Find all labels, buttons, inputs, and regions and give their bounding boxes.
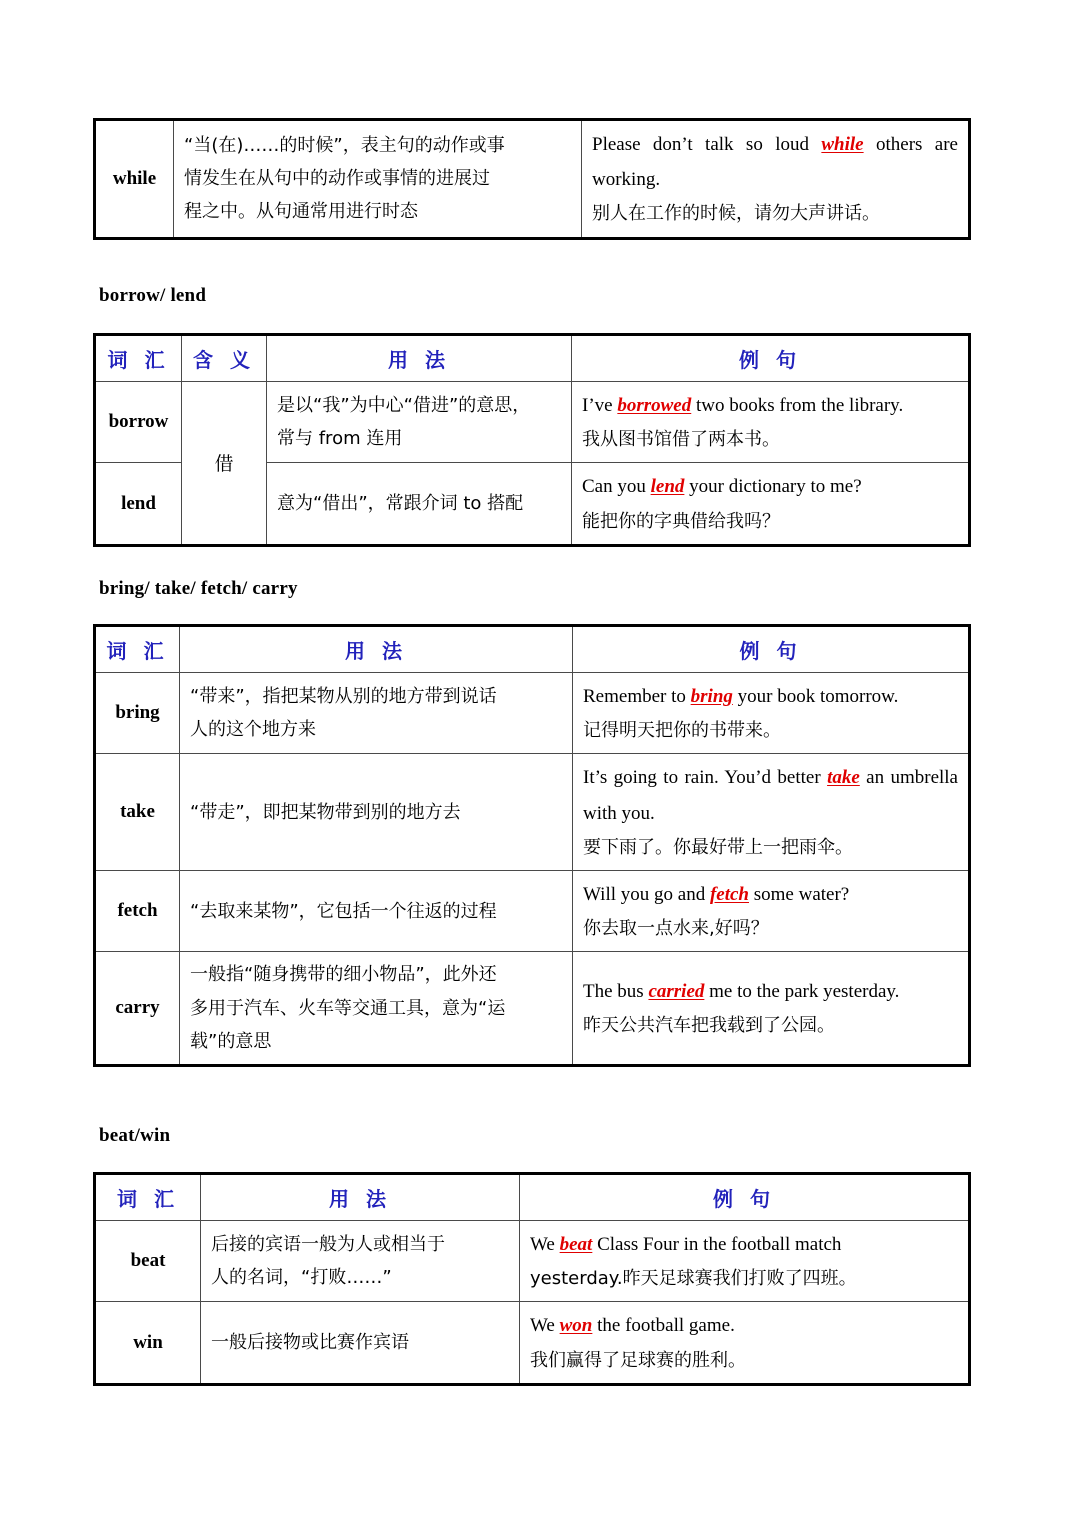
cell-example-fetch — [573, 871, 970, 952]
table-while — [93, 118, 971, 240]
header-vocab: 词 汇 — [95, 626, 180, 673]
table-row — [95, 1302, 970, 1384]
header-meaning: 含 义 — [182, 335, 267, 382]
table-row — [95, 871, 970, 952]
example-en-post: two books from the library. — [691, 395, 904, 416]
example-en-pre: Can you — [582, 476, 651, 498]
usage-line: 一般指“随身携带的细小物品”，此外还 — [190, 964, 497, 986]
heading-bring-take-fetch-carry: bring/ take/ fetch/ carry — [99, 578, 298, 599]
header-example: 例 句 — [573, 626, 970, 673]
header-vocab: 词 汇 — [95, 335, 182, 382]
table-row — [95, 120, 970, 239]
example-keyword: borrowed — [617, 395, 692, 416]
usage-line: 一般后接物或比赛作宾语 — [211, 1332, 409, 1353]
example-en — [592, 127, 958, 197]
example-keyword: while — [821, 134, 864, 155]
cell-usage-win — [201, 1302, 520, 1384]
example-cn: 我从图书馆借了两本书。 — [582, 429, 780, 451]
example-cn: 要下雨了。你最好带上一把雨伞。 — [583, 836, 853, 858]
example-keyword: fetch — [709, 884, 749, 906]
cell-meaning-merged: 借 — [182, 382, 267, 546]
cell-example-borrow — [572, 382, 970, 463]
usage-line: 是以“我”为中心“借进”的意思， — [277, 394, 531, 416]
cell-usage-carry — [180, 952, 573, 1066]
example-en-post: the football game. — [592, 1315, 735, 1337]
example-keyword: lend — [650, 476, 685, 498]
header-usage: 用 法 — [180, 626, 573, 673]
example-en — [582, 388, 958, 423]
header-vocab: 词 汇 — [95, 1174, 201, 1221]
example-en-pre: We — [530, 1315, 560, 1337]
example-keyword: carried — [648, 981, 705, 1003]
usage-line: “带走”，即把某物带到别的地方去 — [190, 801, 461, 823]
cell-example-beat — [520, 1221, 970, 1302]
table-bring-take-fetch-carry — [93, 624, 971, 1067]
example-en — [530, 1308, 958, 1343]
example-cn: 你去取一点水来,好吗？ — [583, 918, 769, 940]
example-cn: 别人在工作的时候，请勿大声讲话。 — [592, 203, 880, 225]
example-cn: 昨天公共汽车把我载到了公园。 — [583, 1015, 835, 1037]
header-usage: 用 法 — [267, 335, 572, 382]
cell-word-bring: bring — [95, 673, 180, 754]
example-en — [583, 760, 958, 830]
cell-usage-bring — [180, 673, 573, 754]
cell-example-carry — [573, 952, 970, 1066]
usage-line: 人的这个地方来 — [190, 719, 316, 741]
cell-usage-borrow — [267, 382, 572, 463]
cell-usage-fetch — [180, 871, 573, 952]
usage-line: “当(在)……的时候”，表主句的动作或事 — [184, 134, 505, 156]
cell-usage-lend — [267, 463, 572, 545]
table-row — [95, 952, 970, 1066]
table-row — [95, 754, 970, 871]
example-en-pre: I’ve — [582, 395, 618, 416]
cell-example-bring — [573, 673, 970, 754]
heading-beat-win: beat/win — [99, 1125, 171, 1146]
header-example: 例 句 — [572, 335, 970, 382]
cell-word-lend: lend — [95, 463, 182, 545]
cell-word-borrow: borrow — [95, 382, 182, 463]
example-en-post: some water? — [749, 884, 850, 906]
example-cn: 我们赢得了足球赛的胜利。 — [530, 1349, 746, 1371]
example-cn: 能把你的字典借给我吗？ — [582, 510, 780, 532]
cell-usage-take — [180, 754, 573, 871]
table-row — [95, 382, 970, 463]
usage-line: 后接的宾语一般为人或相当于 — [211, 1233, 445, 1255]
example-en — [583, 679, 958, 714]
table-header-row — [95, 335, 970, 382]
table-header-row — [95, 626, 970, 673]
cell-word-win: win — [95, 1302, 201, 1384]
example-en — [582, 469, 958, 504]
example-keyword: won — [559, 1315, 593, 1337]
table-beat-win — [93, 1172, 971, 1386]
example-en — [583, 974, 958, 1009]
cell-word-fetch: fetch — [95, 871, 180, 952]
table-borrow-lend — [93, 333, 971, 547]
cell-example-while — [582, 120, 970, 239]
example-keyword: beat — [559, 1234, 593, 1255]
cell-usage-beat — [201, 1221, 520, 1302]
example-en-pre: Will you go and — [583, 884, 710, 906]
usage-line: 人的名词，“打败……” — [211, 1267, 392, 1289]
example-keyword: bring — [690, 686, 733, 707]
example-en — [530, 1227, 958, 1262]
header-usage: 用 法 — [201, 1174, 520, 1221]
table-header-row — [95, 1174, 970, 1221]
usage-line: 程之中。从句通常用进行时态 — [184, 201, 418, 223]
example-cn: 记得明天把你的书带来。 — [583, 720, 781, 742]
example-cn: yesterday.昨天足球赛我们打败了四班。 — [530, 1268, 857, 1290]
header-example: 例 句 — [520, 1174, 970, 1221]
usage-line: 载”的意思 — [190, 1031, 272, 1053]
example-en-pre: The bus — [583, 981, 649, 1003]
example-en-post: your dictionary to me? — [684, 476, 862, 498]
cell-example-lend — [572, 463, 970, 545]
usage-line: 多用于汽车、火车等交通工具，意为“运 — [190, 997, 506, 1019]
example-en-pre: We — [530, 1234, 560, 1255]
cell-word-take: take — [95, 754, 180, 871]
cell-word-while: while — [95, 120, 174, 239]
example-keyword: take — [827, 767, 860, 789]
example-en-pre: Please don’t talk so loud — [592, 134, 822, 155]
heading-borrow-lend: borrow/ lend — [99, 285, 207, 306]
example-en — [583, 877, 958, 912]
usage-line: 意为“借出”，常跟介词 to 搭配 — [277, 493, 524, 514]
usage-line: “去取来某物”，它包括一个往返的过程 — [190, 900, 497, 922]
table-row — [95, 673, 970, 754]
example-en-post: me to the park yesterday. — [704, 981, 900, 1003]
example-en-post: an umbrella with you. — [583, 767, 958, 824]
example-en-post: your book tomorrow. — [732, 686, 899, 707]
example-en-pre: Remember to — [583, 686, 691, 707]
usage-line: 情发生在从句中的动作或事情的进展过 — [184, 168, 490, 190]
example-en-pre: It’s going to rain. You’d better — [583, 767, 828, 789]
usage-line: “带来”，指把某物从别的地方带到说话 — [190, 685, 497, 707]
usage-line: 常与 from 连用 — [277, 428, 403, 450]
cell-example-take — [573, 754, 970, 871]
example-en-post: Class Four in the football match — [592, 1234, 842, 1255]
cell-word-beat: beat — [95, 1221, 201, 1302]
table-row — [95, 1221, 970, 1302]
example-en-post: others are working. — [592, 134, 958, 191]
cell-example-win — [520, 1302, 970, 1384]
cell-word-carry: carry — [95, 952, 180, 1066]
cell-usage-while — [174, 120, 582, 239]
